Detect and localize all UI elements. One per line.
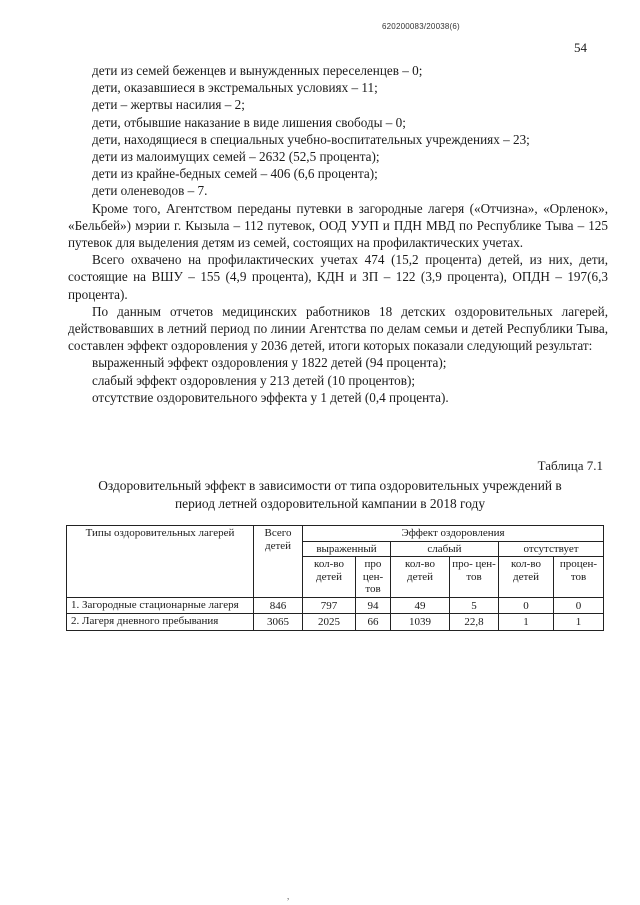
cell-value: 1 xyxy=(499,614,554,631)
cell-value: 22,8 xyxy=(450,614,499,631)
header-group-weak: слабый xyxy=(391,541,499,557)
cell-camp-type: 2. Лагеря дневного пребывания xyxy=(67,614,254,631)
page-number: 54 xyxy=(574,40,587,55)
table-title: Оздоровительный эффект в зависимости от типа оздоровительных учреждений в период летней оздоровительной кампании в 2018 году xyxy=(98,478,562,511)
cell-value: 0 xyxy=(499,597,554,614)
cell-camp-type: 1. Загородные стационарные лагеря xyxy=(67,597,254,614)
header-health-effect: Эффект оздоровления xyxy=(303,526,604,542)
cell-value: 49 xyxy=(391,597,450,614)
list-item: дети из крайне-бедных семей – 406 (6,6 процента); xyxy=(92,166,378,182)
result-item: отсутствие оздоровительного эффекта у 1 детей (0,4 процента). xyxy=(92,389,449,405)
header-group-strong: выраженный xyxy=(303,541,391,557)
document-body xyxy=(68,62,608,406)
cell-value: 0 xyxy=(554,597,604,614)
cell-value: 2025 xyxy=(303,614,356,631)
list-item: дети, оказавшиеся в экстремальных условиях – 11; xyxy=(92,80,378,96)
table-header-row xyxy=(67,526,604,542)
list-item: дети из малоимущих семей – 2632 (52,5 процента); xyxy=(92,149,380,165)
cell-value: 66 xyxy=(356,614,391,631)
list-item: дети, находящиеся в специальных учебно-воспитательных учреждениях – 23; xyxy=(92,131,530,147)
cell-total: 846 xyxy=(254,597,303,614)
table-row xyxy=(67,597,604,614)
header-sub-count: кол-во детей xyxy=(303,557,356,598)
scan-mark: , xyxy=(287,891,290,901)
header-sub-percent: про цен- тов xyxy=(356,557,391,598)
header-sub-percent: про- цен- тов xyxy=(450,557,499,598)
document-id: 620200083/20038(6) xyxy=(382,22,460,31)
cell-total: 3065 xyxy=(254,614,303,631)
table-label: Таблица 7.1 xyxy=(537,458,603,473)
cell-value: 797 xyxy=(303,597,356,614)
cell-value: 1 xyxy=(554,614,604,631)
header-sub-count: кол-во детей xyxy=(499,557,554,598)
paragraph-prevention-records: Всего охвачено на профилактических учетах 474 (15,2 процента) детей, из них, дети, состоящие на ВШУ – 155 (4,9 процента), КДН и ЗП – 122 (3,9 процента), ОПДН – 197(6,3 процента). xyxy=(68,252,608,302)
result-item: слабый эффект оздоровления у 213 детей (10 процентов); xyxy=(92,372,416,388)
cell-value: 1039 xyxy=(391,614,450,631)
paragraph-vouchers: Кроме того, Агентством переданы путевки в загородные лагеря («Отчизна», «Орленок», «Бельбей») мэрии г. Кызыла – 112 путевок, ООД УУП и ПДН МВД по Республике Тыва – 125 путевок для выделения детям из семей, состоящих на профилактических учетах. xyxy=(68,200,608,251)
list-item: дети, отбывшие наказание в виде лишения свободы – 0; xyxy=(92,114,406,130)
list-item: дети оленеводов – 7. xyxy=(92,183,208,199)
header-total-children: Всего детей xyxy=(254,526,303,598)
table-row xyxy=(67,614,604,631)
header-camp-type: Типы оздоровительных лагерей xyxy=(67,526,254,598)
list-item: дети – жертвы насилия – 2; xyxy=(92,97,245,113)
health-effect-table xyxy=(66,525,604,631)
cell-value: 94 xyxy=(356,597,391,614)
header-group-none: отсутствует xyxy=(499,541,604,557)
cell-value: 5 xyxy=(450,597,499,614)
list-item: дети из семей беженцев и вынужденных переселенцев – 0; xyxy=(92,63,423,78)
paragraph-medical-reports: По данным отчетов медицинских работников 18 детских оздоровительных лагерей, действовавших в летний период по линии Агентства по делам семьи и детей Республики Тыва, составлен эффект оздоровления у 2036 детей, итоги которых показали следующий результат: xyxy=(68,303,608,354)
header-sub-percent: процен- тов xyxy=(554,557,604,598)
result-item: выраженный эффект оздоровления у 1822 детей (94 процента); xyxy=(92,355,447,371)
header-sub-count: кол-во детей xyxy=(391,557,450,598)
